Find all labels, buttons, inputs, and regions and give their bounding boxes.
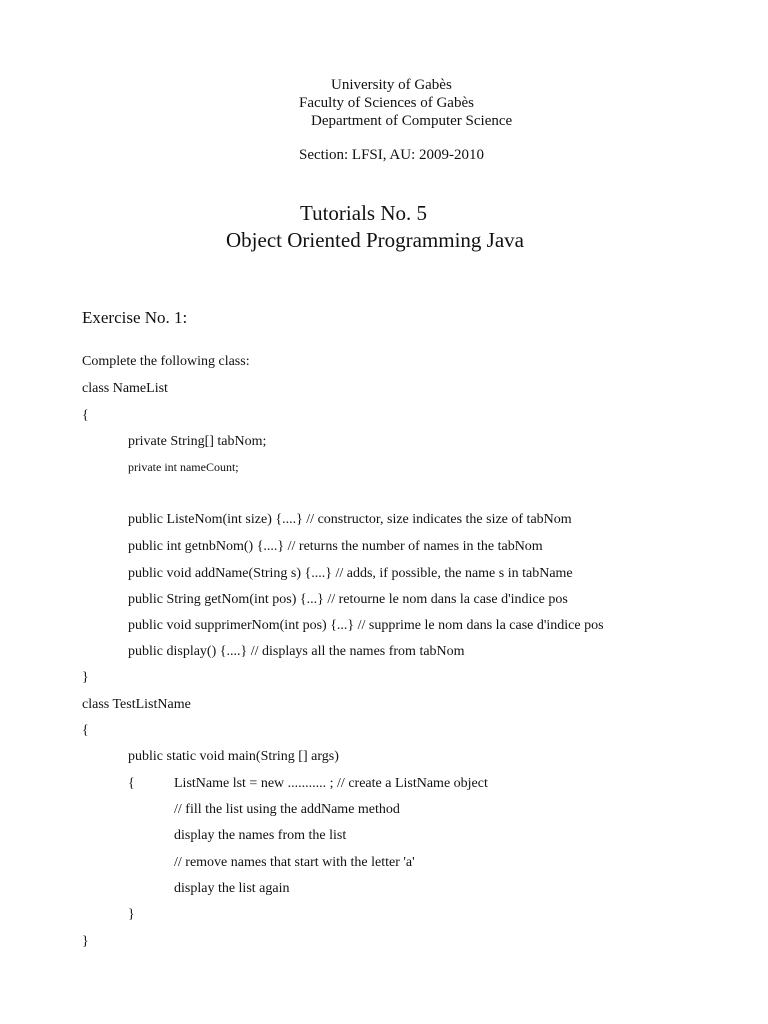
code-line: class TestListName [82,697,191,712]
exercise-heading: Exercise No. 1: [82,308,188,327]
code-line: private String[] tabNom; [128,434,267,449]
faculty-name: Faculty of Sciences of Gabès [299,95,474,111]
code-line: private int nameCount; [128,460,239,474]
code-line: public int getnbNom() {....} // returns the number of names in the tabNom [128,539,543,554]
code-line: public ListeNom(int size) {....} // constructor, size indicates the size of tabNom [128,512,572,527]
code-line: ListName lst = new ........... ; // create a ListName object [174,776,488,791]
tutorial-title: Tutorials No. 5 [300,201,427,225]
course-title: Object Oriented Programming Java [226,228,524,252]
code-line: { [82,723,89,738]
code-line: } [128,907,135,922]
code-line: { [128,776,135,791]
code-line: display the names from the list [174,828,347,843]
section-info: Section: LFSI, AU: 2009-2010 [299,147,485,163]
department-name: Department of Computer Science [311,113,513,129]
code-line: display the list again [174,881,290,896]
code-line: public String getNom(int pos) {...} // retourne le nom dans la case d'indice pos [128,592,568,607]
code-line: // remove names that start with the letter 'a' [174,855,415,870]
code-line: public display() {....} // displays all the names from tabNom [128,644,465,659]
university-name: University of Gabès [331,77,452,93]
code-line: public static void main(String [] args) [128,749,339,764]
code-line: public void addName(String s) {....} // adds, if possible, the name s in tabName [128,566,573,581]
code-line: public void supprimerNom(int pos) {...} // supprime le nom dans la case d'indice pos [128,618,604,633]
code-line: // fill the list using the addName method [174,802,400,817]
code-line: { [82,408,89,423]
code-line: } [82,934,89,949]
code-line: } [82,670,89,685]
code-line: class NameList [82,381,168,396]
exercise-intro: Complete the following class: [82,354,250,369]
